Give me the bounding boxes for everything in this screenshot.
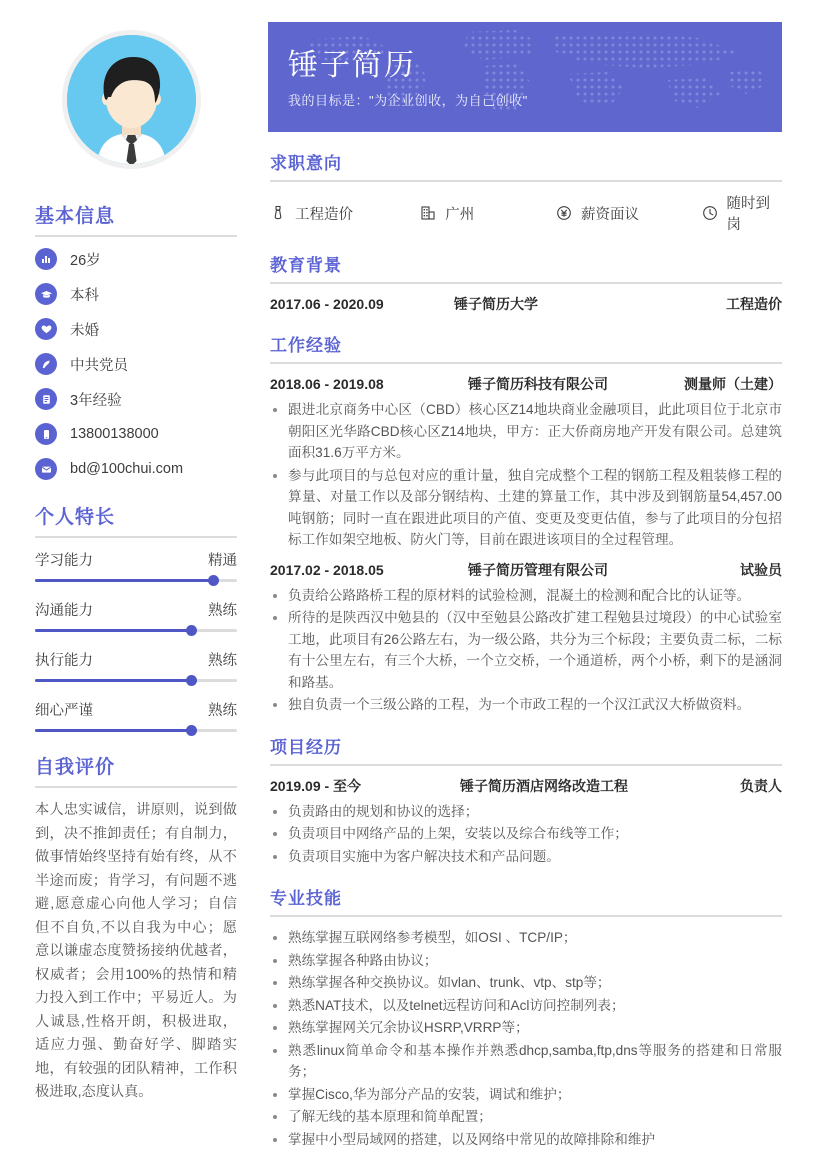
entry-organization: 锤子简历酒店网络改造工程 bbox=[460, 777, 628, 794]
info-value: 3年经验 bbox=[70, 392, 122, 409]
bullet-item: 所待的是陕西汉中勉县的（汉中至勉县公路改扩建工程勉县过境段）的中心试验室工地，此项目有26公路左右，为一级公路，共分为三个标段；主要负责二标，二标有十公里左右，有三个大桥，一个立交桥，一个通道桥，两个小桥，剩下的是涵洞和路基。 bbox=[270, 607, 782, 693]
info-value: 中共党员 bbox=[70, 357, 128, 374]
strength-item bbox=[35, 699, 237, 732]
evaluation-heading: 自我评价 bbox=[35, 757, 116, 778]
work-entry bbox=[270, 560, 782, 716]
basic-info-heading: 基本信息 bbox=[35, 206, 116, 227]
strength-slider[interactable] bbox=[35, 579, 237, 582]
bullet-item: 参与此项目的与总包对应的重计量，独自完成整个工程的钢筋工程及粗装修工程的算量、对量工作以及部分钢结构、土建的算量工作，其中涉及到钢筋量54,457.00吨钢筋；同时一直在跟进此项目的产值、变更及变更估值，参与了此项目的分包招标工作如架空地板、防火门等，目前在跟进该项目的全过程管理。 bbox=[270, 465, 782, 551]
intent-location bbox=[420, 203, 556, 224]
bar-chart-icon bbox=[35, 248, 57, 270]
bullet-item: 熟练掌握网关冗余协议HSRP,VRRP等； bbox=[270, 1017, 782, 1039]
education-heading: 教育背景 bbox=[270, 256, 342, 275]
bullet-item: 了解无线的基本原理和简单配置； bbox=[270, 1106, 782, 1128]
intent-value: 工程造价 bbox=[295, 206, 353, 223]
entry-role: 工程造价 bbox=[726, 296, 782, 312]
info-value: 26岁 bbox=[70, 252, 101, 269]
heart-icon bbox=[35, 318, 57, 340]
work-entry bbox=[270, 374, 782, 551]
projects-heading: 项目经历 bbox=[270, 737, 342, 757]
project-entry bbox=[270, 776, 782, 868]
resume-title: 锤子简历 bbox=[288, 49, 416, 82]
evaluation-text: 本人忠实诚信，讲原则，说到做到，决不推卸责任；有自制力，做事情始终坚持有始有终，从不半途而废；肯学习，有问题不逃避,愿意虚心向他人学习；自信但不自负,不以自我为中心；愿意以谦虚态度赞扬接纳优越者，权威者；会用100%的热情和精力投入到工作中；平易近人。为人诚恳,性格开朗，积极进取，适应力强、勤奋好学、脚踏实地，有较强的团队精神，工作积极进取,态度认真。 bbox=[35, 802, 237, 1100]
bullet-item: 独自负责一个三级公路的工程，为一个市政工程的一个汉江武汉大桥做资料。 bbox=[270, 694, 782, 716]
header-banner bbox=[268, 22, 782, 132]
divider bbox=[270, 915, 782, 917]
info-item-age bbox=[35, 248, 237, 270]
divider bbox=[35, 235, 237, 237]
graduation-cap-icon bbox=[35, 283, 57, 305]
bullet-item: 熟练掌握互联网络参考模型，如OSI 、TCP/IP； bbox=[270, 927, 782, 949]
strength-level: 熟练 bbox=[208, 603, 237, 619]
work-bullets bbox=[270, 585, 782, 716]
section-education bbox=[270, 251, 782, 314]
strength-fill bbox=[35, 729, 191, 732]
project-bullets bbox=[270, 801, 782, 868]
strength-level: 熟练 bbox=[208, 653, 237, 669]
envelope-icon bbox=[35, 458, 57, 480]
strengths-heading: 个人特长 bbox=[35, 507, 116, 528]
bullet-item: 掌握中小型局域网的搭建，以及网络中常见的故障排除和维护 bbox=[270, 1129, 782, 1151]
entry-date: 2019.09 - 至今 bbox=[270, 777, 362, 794]
section-professional-skills bbox=[270, 884, 782, 1150]
yen-icon bbox=[556, 205, 572, 221]
section-projects bbox=[270, 733, 782, 868]
section-self-evaluation bbox=[0, 752, 262, 1105]
job-intention-row bbox=[270, 192, 782, 234]
info-item-marital-status bbox=[35, 318, 237, 340]
strength-level: 熟练 bbox=[208, 703, 237, 719]
section-work-experience bbox=[270, 331, 782, 716]
info-value: 未婚 bbox=[70, 322, 99, 339]
clock-icon bbox=[702, 205, 718, 221]
strength-fill bbox=[35, 679, 191, 682]
entry-role: 测量师（土建） bbox=[684, 376, 782, 392]
work-heading: 工作经验 bbox=[270, 336, 342, 355]
bullet-item: 负责路由的规划和协议的选择； bbox=[270, 801, 782, 823]
divider bbox=[270, 180, 782, 182]
section-job-intention bbox=[270, 149, 782, 234]
avatar bbox=[54, 22, 209, 177]
info-value: 13800138000 bbox=[70, 426, 159, 442]
entry-organization: 锤子简历科技有限公司 bbox=[468, 376, 608, 392]
strength-fill bbox=[35, 629, 191, 632]
building-icon bbox=[420, 205, 436, 221]
work-bullets bbox=[270, 399, 782, 551]
divider bbox=[35, 786, 237, 788]
intent-salary bbox=[556, 203, 701, 224]
education-entry bbox=[270, 294, 782, 314]
section-strengths bbox=[0, 502, 262, 732]
bullet-item: 熟悉linux简单命令和基本操作并熟悉dhcp,samba,ftp,dns等服务的搭建和日常服务； bbox=[270, 1040, 782, 1083]
male-avatar-icon bbox=[67, 35, 196, 164]
info-item-experience bbox=[35, 388, 237, 410]
strength-item bbox=[35, 599, 237, 632]
section-basic-info bbox=[0, 201, 262, 480]
entry-date: 2018.06 - 2019.08 bbox=[270, 376, 384, 392]
bullet-item: 跟进北京商务中心区（CBD）核心区Z14地块商业金融项目，此此项目位于北京市朝阳区光华路CBD核心区Z14地块，甲方：正大侨商房地产开发有限公司。总建筑面积31.6万平方米。 bbox=[270, 399, 782, 464]
strength-label: 细心严谨 bbox=[35, 703, 93, 719]
main-column bbox=[268, 0, 820, 1160]
entry-organization: 锤子简历大学 bbox=[454, 296, 538, 312]
intent-value: 广州 bbox=[445, 206, 475, 223]
tie-icon bbox=[270, 205, 286, 222]
strength-item bbox=[35, 549, 237, 582]
entry-date: 2017.02 - 2018.05 bbox=[270, 561, 384, 578]
skills-bullets bbox=[270, 927, 782, 1150]
bullet-item: 熟悉NAT技术，以及telnet远程访问和Acl访问控制列表； bbox=[270, 995, 782, 1017]
info-item-education bbox=[35, 283, 237, 305]
skills-heading: 专业技能 bbox=[270, 889, 342, 908]
strength-knob[interactable] bbox=[186, 675, 197, 686]
strength-slider[interactable] bbox=[35, 679, 237, 682]
hammer-sickle-icon bbox=[35, 353, 57, 375]
strength-knob[interactable] bbox=[208, 575, 219, 586]
document-icon bbox=[35, 388, 57, 410]
bullet-item: 熟练掌握各种路由协议； bbox=[270, 950, 782, 972]
strength-fill bbox=[35, 579, 213, 582]
entry-role: 试验员 bbox=[740, 561, 782, 578]
info-item-phone bbox=[35, 423, 237, 445]
strength-label: 学习能力 bbox=[35, 553, 93, 569]
resume-subtitle: 我的目标是："为企业创收，为自己创收" bbox=[288, 93, 528, 108]
divider bbox=[35, 536, 237, 538]
divider bbox=[270, 282, 782, 284]
info-item-political-status bbox=[35, 353, 237, 375]
entry-organization: 锤子简历管理有限公司 bbox=[468, 561, 608, 578]
bullet-item: 掌握Cisco,华为部分产品的安装，调试和维护； bbox=[270, 1084, 782, 1106]
intent-value: 随时到岗 bbox=[726, 196, 770, 233]
entry-role: 负责人 bbox=[740, 777, 782, 794]
info-item-email bbox=[35, 458, 237, 480]
strength-level: 精通 bbox=[208, 553, 237, 569]
sidebar bbox=[0, 0, 262, 1160]
bullet-item: 负责项目实施中为客户解决技术和产品问题。 bbox=[270, 846, 782, 868]
job-intention-heading: 求职意向 bbox=[270, 154, 342, 173]
bullet-item: 负责给公路路桥工程的原材料的试验检测，混凝土的检测和配合比的认证等。 bbox=[270, 585, 782, 607]
strength-label: 沟通能力 bbox=[35, 603, 93, 619]
phone-icon bbox=[35, 423, 57, 445]
strength-knob[interactable] bbox=[186, 625, 197, 636]
strength-slider[interactable] bbox=[35, 629, 237, 632]
intent-value: 薪资面议 bbox=[581, 206, 640, 223]
bullet-item: 熟练掌握各种交换协议。如vlan、trunk、vtp、stp等； bbox=[270, 972, 782, 994]
strength-slider[interactable] bbox=[35, 729, 237, 732]
intent-availability bbox=[702, 192, 782, 234]
strength-knob[interactable] bbox=[186, 725, 197, 736]
divider bbox=[270, 362, 782, 364]
info-value: bd@100chui.com bbox=[70, 461, 184, 477]
bullet-item: 负责项目中网络产品的上架，安装以及综合布线等工作； bbox=[270, 823, 782, 845]
divider bbox=[270, 764, 782, 766]
intent-position bbox=[270, 203, 420, 224]
avatar-photo bbox=[67, 35, 196, 164]
strength-item bbox=[35, 649, 237, 682]
info-value: 本科 bbox=[70, 287, 99, 304]
strength-label: 执行能力 bbox=[35, 653, 93, 669]
entry-date: 2017.06 - 2020.09 bbox=[270, 296, 384, 312]
